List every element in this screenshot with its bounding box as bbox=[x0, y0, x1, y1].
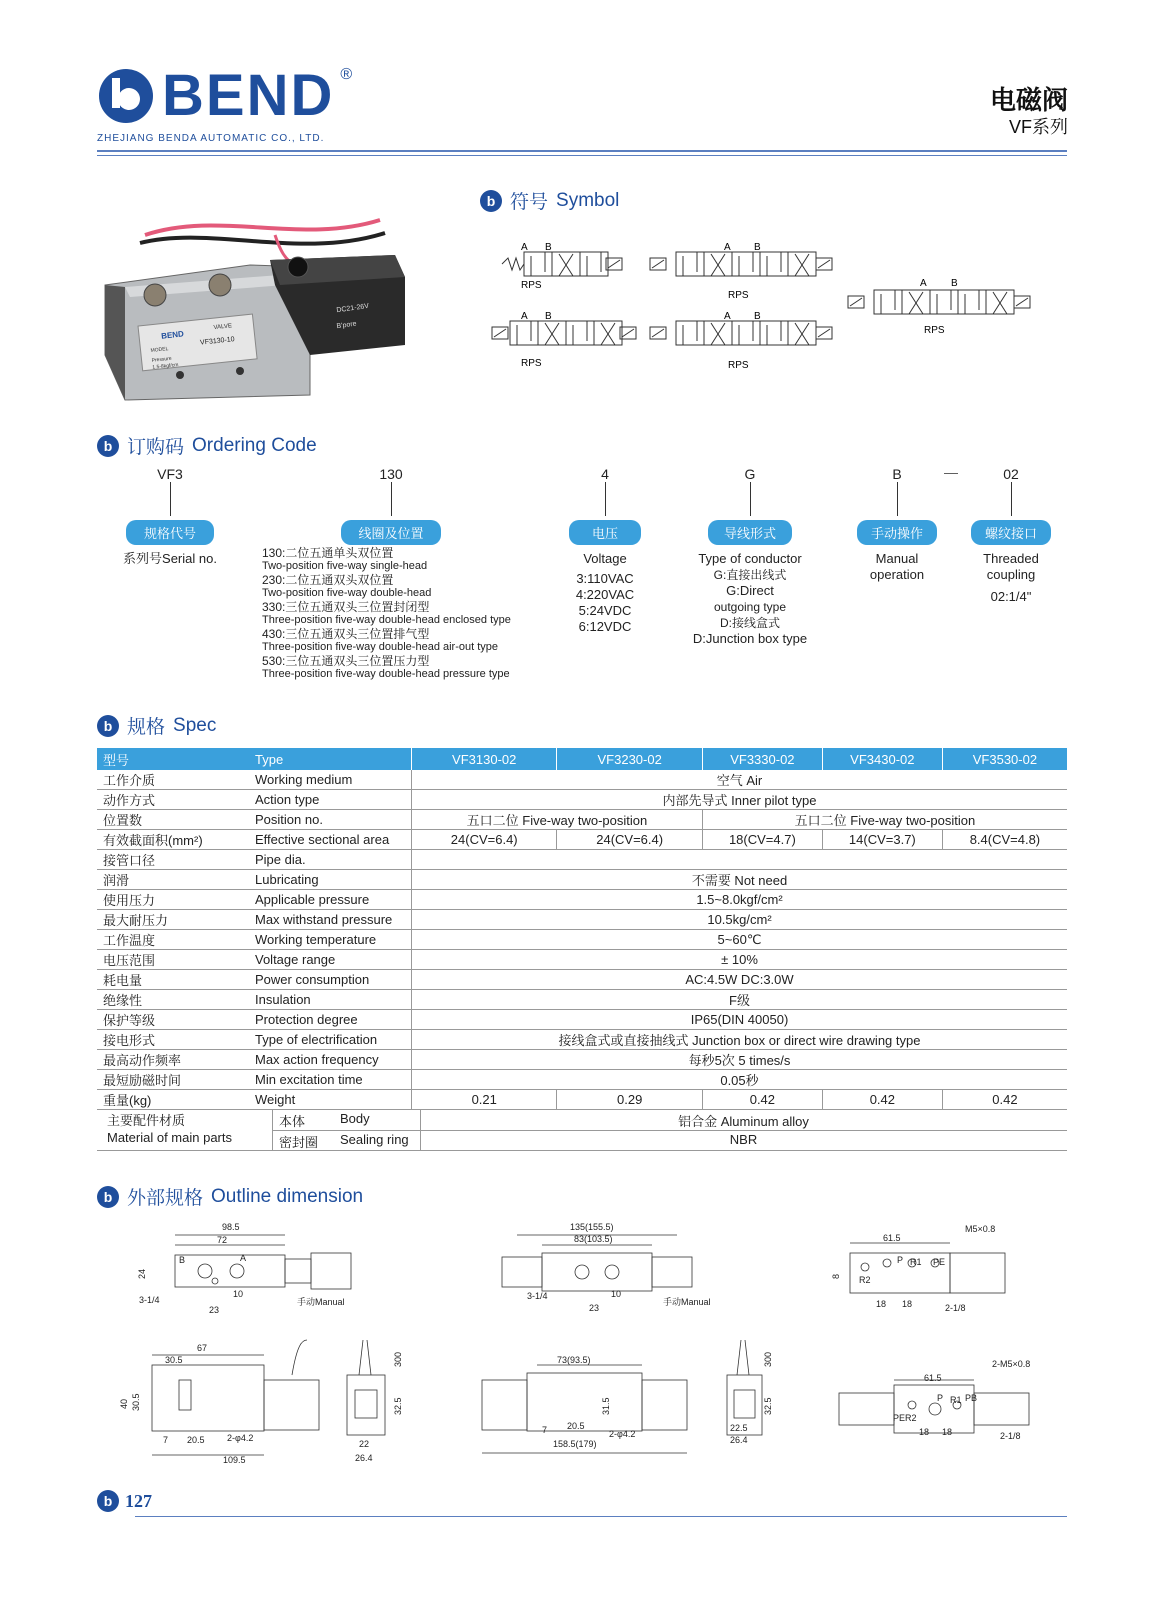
table-row bbox=[97, 970, 1067, 990]
ordering-desc: outgoing type bbox=[713, 600, 787, 614]
symbol-port-b: B bbox=[754, 242, 761, 253]
dim-label: A bbox=[240, 1253, 247, 1263]
spec-value: 0.42 bbox=[822, 1090, 942, 1110]
table-row bbox=[97, 1010, 1067, 1030]
dim-label: 18 bbox=[942, 1427, 953, 1437]
page-title: 电磁阀 bbox=[989, 85, 1068, 115]
spec-label-cn: 保护等级 bbox=[97, 1010, 249, 1030]
ordering-desc: G:直接出线式 bbox=[713, 568, 787, 582]
dim-label: 73(93.5) bbox=[557, 1355, 591, 1365]
spec-value: 空气 Air bbox=[412, 770, 1068, 790]
ordering-badge: 线圈及位置 bbox=[341, 520, 441, 545]
coil-item-en: Two-position five-way double-head bbox=[262, 587, 432, 599]
dim-label: 300 bbox=[763, 1351, 773, 1367]
spec-value: 10.5kg/cm² bbox=[412, 910, 1068, 930]
spec-value: 每秒5次 5 times/s bbox=[412, 1050, 1068, 1070]
table-row bbox=[97, 770, 1067, 790]
symbol-2pos-double bbox=[492, 311, 636, 369]
table-row bbox=[97, 1090, 1067, 1110]
ordering-col-series bbox=[120, 466, 220, 567]
spec-value: 内部先导式 Inner pilot type bbox=[412, 790, 1068, 810]
spec-model: VF3230-02 bbox=[557, 748, 702, 770]
dim-label: 158.5(179) bbox=[553, 1439, 597, 1449]
symbol-diagrams bbox=[490, 238, 1040, 373]
symbol-heading bbox=[480, 187, 619, 214]
spec-label-en: Insulation bbox=[249, 990, 412, 1010]
table-row bbox=[97, 1030, 1067, 1050]
dim-label: P bbox=[937, 1393, 944, 1403]
spec-value: 0.21 bbox=[412, 1090, 557, 1110]
dim-label: 8 bbox=[831, 1273, 841, 1279]
ordering-desc: G:Direct bbox=[726, 583, 774, 598]
dim-label: 3-1/4 bbox=[527, 1291, 548, 1301]
dim-label: 23 bbox=[209, 1305, 220, 1315]
spec-value: 0.29 bbox=[557, 1090, 702, 1110]
symbol-port-a: A bbox=[521, 242, 528, 253]
product-photo bbox=[100, 205, 420, 405]
dim-label: 手动Manual bbox=[297, 1297, 345, 1307]
dim-label: 98.5 bbox=[222, 1222, 240, 1232]
ordering-badge: 导线形式 bbox=[708, 520, 792, 545]
spec-label-en: Applicable pressure bbox=[249, 890, 412, 910]
ordering-desc: 6:12VDC bbox=[578, 619, 632, 634]
spec-value: 0.42 bbox=[942, 1090, 1067, 1110]
table-row bbox=[97, 950, 1067, 970]
ordering-col-coil bbox=[341, 466, 441, 545]
spec-value: 18(CV=4.7) bbox=[702, 830, 822, 850]
dim-label: 61.5 bbox=[883, 1233, 901, 1243]
spec-label-cn: 电压范围 bbox=[97, 950, 249, 970]
spec-label-cn: 最短励磁时间 bbox=[97, 1070, 249, 1090]
ordering-col-conductor bbox=[680, 466, 820, 647]
table-row bbox=[97, 890, 1067, 910]
coil-item-cn: 230:二位五通双头双位置 bbox=[262, 573, 394, 587]
spec-value: 不需要 Not need bbox=[412, 870, 1068, 890]
ordering-desc: 02:1/4" bbox=[990, 589, 1032, 604]
dim-label: 20.5 bbox=[187, 1435, 205, 1445]
dim-label: 2-1/8 bbox=[1000, 1431, 1021, 1441]
brand-name: BEND bbox=[162, 63, 335, 128]
ordering-heading-en: Ordering Code bbox=[192, 434, 317, 456]
dim-label: M5×0.8 bbox=[965, 1224, 996, 1234]
ordering-desc: 系列号Serial no. bbox=[123, 551, 217, 566]
symbol-heading-cn: 符号 bbox=[510, 192, 549, 213]
material-seal-en: Sealing ring bbox=[340, 1132, 409, 1147]
spec-model: VF3330-02 bbox=[702, 748, 822, 770]
spec-value: F级 bbox=[412, 990, 1068, 1010]
spec-label-cn: 动作方式 bbox=[97, 790, 249, 810]
spec-table-wrap bbox=[97, 748, 1067, 1151]
ordering-badge: 螺纹接口 bbox=[971, 520, 1051, 545]
dim-label: 300 bbox=[393, 1351, 403, 1367]
ordering-desc: 5:24VDC bbox=[578, 603, 632, 618]
dim-label: 2-φ4.2 bbox=[227, 1433, 254, 1443]
outline-heading-en: Outline dimension bbox=[211, 1185, 364, 1207]
dim-label: 109.5 bbox=[223, 1455, 246, 1465]
footer-logo-icon: b bbox=[97, 1490, 119, 1512]
symbol-2pos-single bbox=[502, 242, 622, 291]
dim-label: 26.4 bbox=[355, 1453, 373, 1463]
ordering-desc: 4:220VAC bbox=[575, 587, 635, 602]
spec-label-cn: 润滑 bbox=[97, 870, 249, 890]
table-row bbox=[97, 910, 1067, 930]
registered-mark: ® bbox=[340, 66, 353, 83]
ordering-dash: — bbox=[944, 464, 958, 480]
dim-label: P bbox=[897, 1255, 904, 1265]
dim-label: 135(155.5) bbox=[570, 1222, 614, 1232]
spec-label-cn: 有效截面积(mm²) bbox=[97, 830, 249, 850]
dim-label: 24 bbox=[137, 1268, 147, 1279]
dim-label: PE bbox=[933, 1257, 946, 1267]
coil-list bbox=[262, 546, 562, 681]
spec-value: 0.42 bbox=[702, 1090, 822, 1110]
dim-label: 67 bbox=[197, 1343, 208, 1353]
dim-label: R1 bbox=[910, 1257, 922, 1267]
spec-label-cn: 重量(kg) bbox=[97, 1090, 249, 1110]
dim-label: 30.5 bbox=[165, 1355, 183, 1365]
header-divider-thin bbox=[97, 155, 1067, 156]
table-row bbox=[97, 990, 1067, 1010]
spec-label-en: Position no. bbox=[249, 810, 412, 830]
coil-item bbox=[262, 573, 562, 600]
dim-label: 30.5 bbox=[131, 1393, 141, 1411]
dim-label: 18 bbox=[876, 1299, 887, 1309]
ordering-desc: operation bbox=[869, 567, 925, 582]
symbol-rps: RPS bbox=[521, 358, 542, 369]
plate-brand: BEND bbox=[160, 329, 185, 341]
table-row bbox=[97, 1050, 1067, 1070]
spec-heading-cn: 规格 bbox=[127, 717, 166, 738]
ordering-badge: 规格代号 bbox=[126, 520, 214, 545]
dim-label: 7 bbox=[542, 1425, 548, 1435]
table-row bbox=[97, 1070, 1067, 1090]
spec-label-en: Min excitation time bbox=[249, 1070, 412, 1090]
symbol-3pos-exhaust bbox=[650, 311, 832, 371]
spec-header-cn: 型号 bbox=[97, 748, 249, 770]
ordering-desc: 3:110VAC bbox=[576, 571, 634, 586]
ordering-desc: D:Junction box type bbox=[692, 631, 808, 646]
dim-label: 18 bbox=[902, 1299, 913, 1309]
spec-heading bbox=[97, 712, 216, 739]
dim-label: 26.4 bbox=[730, 1435, 748, 1445]
table-row bbox=[97, 810, 1067, 830]
spec-label-cn: 位置数 bbox=[97, 810, 249, 830]
material-block bbox=[97, 1110, 1067, 1151]
dim-label: 83(103.5) bbox=[574, 1234, 613, 1244]
spec-label-en: Voltage range bbox=[249, 950, 412, 970]
material-label-en: Material of main parts bbox=[107, 1130, 232, 1145]
spec-value bbox=[412, 850, 1068, 870]
symbol-3pos-pressure bbox=[848, 278, 1030, 336]
spec-label-en: Action type bbox=[249, 790, 412, 810]
dim-label: 2-M5×0.8 bbox=[992, 1359, 1031, 1369]
ordering-desc: Threaded bbox=[983, 551, 1039, 566]
ordering-col-voltage bbox=[555, 466, 655, 635]
dim-label: 23 bbox=[589, 1303, 600, 1313]
plate-range: 1.5-8kgf/cm bbox=[152, 362, 179, 371]
spec-model: VF3430-02 bbox=[822, 748, 942, 770]
coil-item-cn: 430:三位五通双头三位置排气型 bbox=[262, 627, 430, 641]
ordering-code: 4 bbox=[601, 466, 609, 482]
coil-item-cn: 530:三位五通双头三位置压力型 bbox=[262, 654, 430, 668]
dim-label: 手动Manual bbox=[663, 1297, 711, 1307]
spec-label-cn: 接电形式 bbox=[97, 1030, 249, 1050]
spec-label-en: Working temperature bbox=[249, 930, 412, 950]
spec-value: 五口二位 Five-way two-position bbox=[702, 810, 1067, 830]
section-bullet-icon: b bbox=[97, 1186, 119, 1208]
symbol-port-b: B bbox=[545, 242, 552, 253]
spec-label-cn: 工作温度 bbox=[97, 930, 249, 950]
ordering-col-manual bbox=[847, 466, 947, 583]
spec-label-cn: 耗电量 bbox=[97, 970, 249, 990]
spec-value: AC:4.5W DC:3.0W bbox=[412, 970, 1068, 990]
plate-model: VF3130-10 bbox=[199, 336, 235, 347]
spec-label-en: Type of electrification bbox=[249, 1030, 412, 1050]
ordering-desc: Voltage bbox=[583, 551, 627, 566]
table-row bbox=[97, 790, 1067, 810]
coil-spare: B'pore bbox=[336, 320, 358, 331]
symbol-port-a: A bbox=[724, 311, 731, 322]
ordering-badge: 电压 bbox=[569, 520, 641, 545]
spec-label-en: Protection degree bbox=[249, 1010, 412, 1030]
dim-label: 22 bbox=[359, 1439, 370, 1449]
spec-value: 接线盒式或直接抽线式 Junction box or direct wire drawing type bbox=[412, 1030, 1068, 1050]
dim-label: 7 bbox=[163, 1435, 169, 1445]
page-subtitle: VF系列 bbox=[1008, 117, 1068, 137]
section-bullet-icon: b bbox=[480, 190, 502, 212]
symbol-rps: RPS bbox=[924, 325, 945, 336]
spec-header-row bbox=[97, 748, 1067, 770]
dim-label: PER2 bbox=[893, 1413, 917, 1423]
material-seal-cn: 密封圈 bbox=[279, 1135, 319, 1150]
ordering-badge: 手动操作 bbox=[857, 520, 937, 545]
coil-item-en: Three-position five-way double-head air-out type bbox=[262, 641, 499, 653]
spec-label-en: Lubricating bbox=[249, 870, 412, 890]
spec-label-cn: 使用压力 bbox=[97, 890, 249, 910]
symbol-port-b: B bbox=[951, 278, 958, 289]
ordering-code: 130 bbox=[379, 466, 403, 482]
ordering-desc: D:接线盒式 bbox=[719, 616, 780, 630]
spec-header-en: Type bbox=[249, 748, 412, 770]
spec-label-cn: 最大耐压力 bbox=[97, 910, 249, 930]
symbol-port-a: A bbox=[521, 311, 528, 322]
spec-label-en: Weight bbox=[249, 1090, 412, 1110]
spec-label-cn: 接管口径 bbox=[97, 850, 249, 870]
section-bullet-icon: b bbox=[97, 715, 119, 737]
spec-label-cn: 工作介质 bbox=[97, 770, 249, 790]
ordering-heading bbox=[97, 432, 317, 459]
dim-label: 18 bbox=[919, 1427, 930, 1437]
dim-label: 2-1/8 bbox=[945, 1303, 966, 1313]
section-bullet-icon: b bbox=[97, 435, 119, 457]
outline-heading-cn: 外部规格 bbox=[127, 1188, 204, 1209]
brand-logo bbox=[96, 63, 353, 128]
dim-label: 40 bbox=[119, 1398, 129, 1409]
dim-label: 31.5 bbox=[601, 1397, 611, 1415]
spec-value: 五口二位 Five-way two-position bbox=[412, 810, 703, 830]
ordering-code: B bbox=[892, 466, 902, 482]
dim-label: B bbox=[179, 1255, 186, 1265]
coil-item-cn: 130:二位五通单头双位置 bbox=[262, 546, 394, 560]
spec-label-cn: 最高动作频率 bbox=[97, 1050, 249, 1070]
spec-value: 5~60℃ bbox=[412, 930, 1068, 950]
dim-label: PB bbox=[965, 1393, 978, 1403]
symbol-port-a: A bbox=[920, 278, 927, 289]
coil-item bbox=[262, 546, 562, 573]
spec-value: 0.05秒 bbox=[412, 1070, 1068, 1090]
dim-label: 22.5 bbox=[730, 1423, 748, 1433]
spec-value: IP65(DIN 40050) bbox=[412, 1010, 1068, 1030]
footer-divider bbox=[135, 1516, 1067, 1517]
spec-label-cn: 绝缘性 bbox=[97, 990, 249, 1010]
dim-label: R2 bbox=[859, 1275, 871, 1285]
spec-value: 14(CV=3.7) bbox=[822, 830, 942, 850]
spec-model: VF3530-02 bbox=[942, 748, 1067, 770]
ordering-col-thread bbox=[961, 466, 1061, 605]
outline-heading bbox=[97, 1183, 363, 1210]
symbol-rps: RPS bbox=[728, 360, 749, 371]
material-body-en: Body bbox=[340, 1111, 370, 1126]
spec-label-en: Pipe dia. bbox=[249, 850, 412, 870]
dim-label: 3-1/4 bbox=[139, 1295, 160, 1305]
coil-item bbox=[262, 654, 562, 681]
dim-label: 72 bbox=[217, 1235, 228, 1245]
ordering-heading-cn: 订购码 bbox=[127, 437, 185, 458]
symbol-rps: RPS bbox=[521, 280, 542, 291]
spec-label-en: Max action frequency bbox=[249, 1050, 412, 1070]
table-row bbox=[97, 930, 1067, 950]
page-footer bbox=[97, 1490, 152, 1512]
coil-item-en: Two-position five-way single-head bbox=[262, 560, 428, 572]
table-row bbox=[97, 870, 1067, 890]
material-seal-value: NBR bbox=[729, 1132, 758, 1147]
dim-label: 32.5 bbox=[763, 1397, 773, 1415]
spec-value: ± 10% bbox=[412, 950, 1068, 970]
coil-voltage: DC21-26V bbox=[336, 302, 370, 315]
outline-drawings bbox=[97, 1215, 1067, 1475]
spec-label-en: Effective sectional area bbox=[249, 830, 412, 850]
dim-label: 10 bbox=[611, 1289, 622, 1299]
spec-label-en: Working medium bbox=[249, 770, 412, 790]
coil-item-en: Three-position five-way double-head pressure type bbox=[262, 668, 510, 680]
spec-value: 1.5~8.0kgf/cm² bbox=[412, 890, 1068, 910]
spec-label-en: Power consumption bbox=[249, 970, 412, 990]
spec-value: 24(CV=6.4) bbox=[557, 830, 702, 850]
symbol-heading-en: Symbol bbox=[556, 189, 620, 211]
spec-value: 8.4(CV=4.8) bbox=[942, 830, 1067, 850]
dim-label: 2-φ4.2 bbox=[609, 1429, 636, 1439]
coil-item-en: Three-position five-way double-head enclosed type bbox=[262, 614, 511, 626]
symbol-3pos-enclosed bbox=[650, 242, 832, 301]
dim-label: 20.5 bbox=[567, 1421, 585, 1431]
ordering-code: VF3 bbox=[157, 466, 183, 482]
spec-label-en: Max withstand pressure bbox=[249, 910, 412, 930]
table-row bbox=[97, 830, 1067, 850]
symbol-port-b: B bbox=[545, 311, 552, 322]
spec-model: VF3130-02 bbox=[412, 748, 557, 770]
dim-label: 10 bbox=[233, 1289, 244, 1299]
ordering-code: 02 bbox=[1003, 466, 1019, 482]
ordering-desc: Manual bbox=[875, 551, 919, 566]
ordering-code: G bbox=[744, 466, 756, 482]
symbol-port-a: A bbox=[724, 242, 731, 253]
spec-table bbox=[97, 748, 1067, 1110]
plate-valve: VALVE bbox=[213, 323, 233, 332]
company-name: ZHEJIANG BENDA AUTOMATIC CO., LTD. bbox=[97, 133, 325, 144]
coil-item-cn: 330:三位五通双头三位置封闭型 bbox=[262, 600, 430, 614]
symbol-port-b: B bbox=[754, 311, 761, 322]
dim-label: R1 bbox=[950, 1395, 962, 1405]
coil-item bbox=[262, 600, 562, 627]
coil-item bbox=[262, 627, 562, 654]
dim-label: 61.5 bbox=[924, 1373, 942, 1383]
material-label-cn: 主要配件材质 bbox=[107, 1113, 186, 1128]
ordering-desc: Type of conductor bbox=[698, 551, 802, 566]
material-body-value: 铝合金 Aluminum alloy bbox=[678, 1114, 809, 1129]
spec-heading-en: Spec bbox=[173, 714, 217, 736]
material-body-cn: 本体 bbox=[279, 1114, 306, 1129]
ordering-desc: coupling bbox=[986, 567, 1036, 582]
page-number: 127 bbox=[125, 1490, 152, 1511]
table-row bbox=[97, 850, 1067, 870]
dim-label: 32.5 bbox=[393, 1397, 403, 1415]
spec-value: 24(CV=6.4) bbox=[412, 830, 557, 850]
brand-logo-icon bbox=[96, 66, 156, 126]
header-divider bbox=[97, 150, 1067, 152]
plate-model-label: MODEL bbox=[150, 346, 169, 354]
plate-pressure: Pressure bbox=[151, 355, 172, 364]
symbol-rps: RPS bbox=[728, 290, 749, 301]
